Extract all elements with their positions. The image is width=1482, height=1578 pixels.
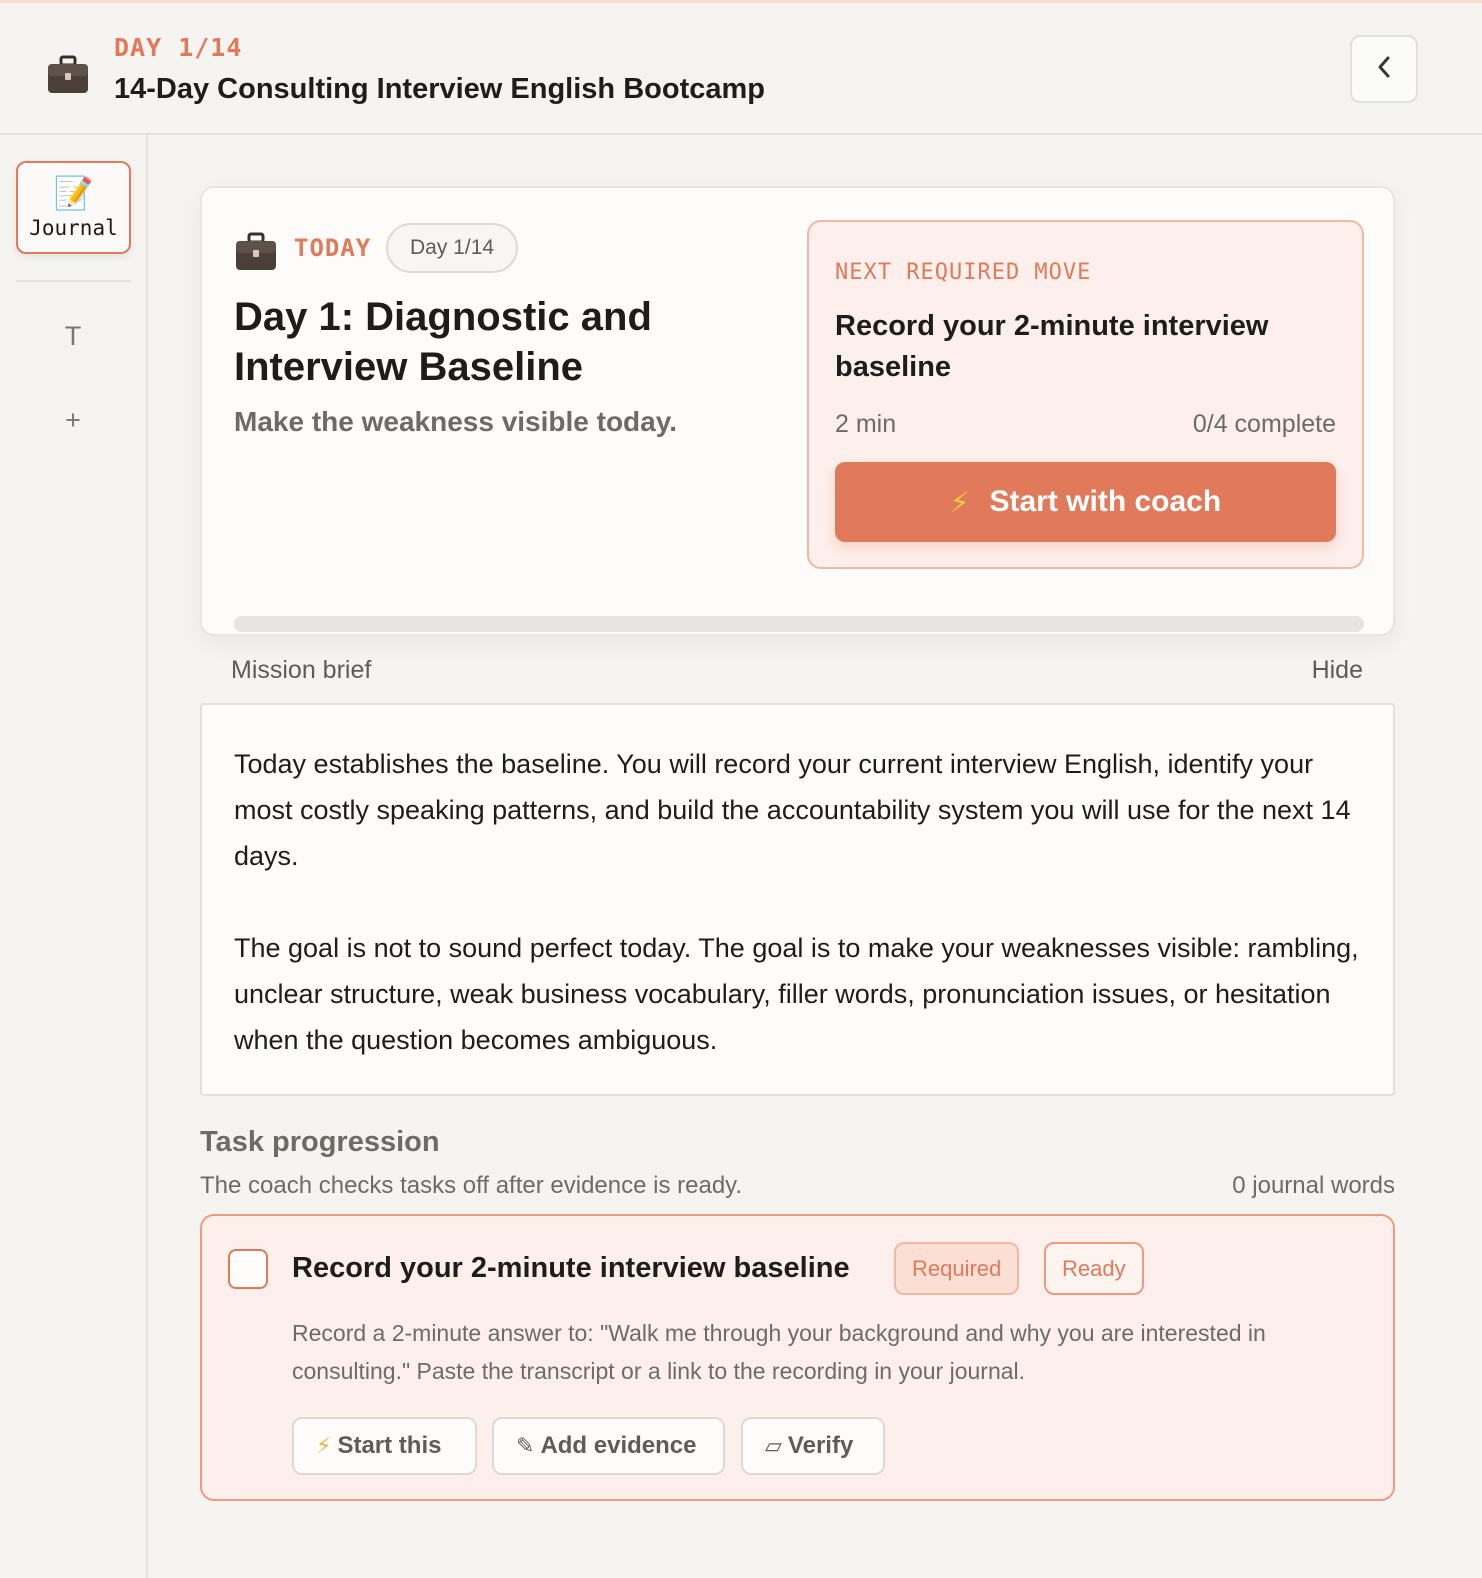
journal-word-count: 0 journal words [1232, 1172, 1395, 1199]
task-progression-subtitle: The coach checks tasks off after evidence is ready. [200, 1172, 743, 1199]
day-pill: Day 1/14 [386, 223, 518, 273]
task-description: Record a 2-minute answer to: "Walk me through your background and why you are interested in consulting." Paste the transcript or a link to the recording in your journal. [292, 1320, 1266, 1384]
add-evidence-button[interactable] [492, 1417, 725, 1475]
next-required-move [807, 220, 1364, 569]
next-move-label: NEXT REQUIRED MOVE [835, 260, 1092, 285]
verify-button[interactable] [741, 1417, 885, 1475]
day-title: Day 1: Diagnostic and Interview Baseline [234, 295, 652, 389]
pencil-icon: ✎ [516, 1433, 535, 1458]
verify-label: Verify [787, 1432, 854, 1459]
hide-brief-button[interactable]: Hide [1311, 656, 1363, 684]
memo-icon: 📝 [53, 174, 94, 211]
program-title: 14-Day Consulting Interview English Bootcamp [114, 73, 765, 105]
program-day-label: DAY 1/14 [114, 33, 243, 62]
sidebar [0, 135, 148, 1578]
task-card [200, 1214, 1395, 1501]
app-header [0, 3, 1482, 135]
lightning-icon: ⚡ [949, 486, 970, 518]
sidebar-divider [16, 280, 131, 282]
next-move-completion: 0/4 complete [1192, 410, 1336, 438]
task-checkbox[interactable] [228, 1249, 268, 1289]
lightning-icon: ⚡ [316, 1433, 332, 1458]
briefcase-icon [234, 232, 278, 277]
start-with-coach-label: Start with coach [989, 485, 1222, 518]
task-title: Record your 2-minute interview baseline [292, 1252, 850, 1284]
collapse-button[interactable] [1350, 35, 1418, 103]
start-this-label: Start this [337, 1432, 442, 1459]
today-card [200, 186, 1395, 636]
required-badge: Required [894, 1242, 1019, 1295]
add-evidence-label: Add evidence [540, 1432, 697, 1459]
start-this-button[interactable] [292, 1417, 477, 1475]
mission-brief-paragraph: Today establishes the baseline. You will record your current interview English, identify your most costly speaking patterns, and build the accountability system you will use for the next 14 days. [234, 749, 1351, 871]
next-move-duration: 2 min [835, 410, 897, 438]
chevron-left-icon [1375, 54, 1393, 85]
journal-button[interactable] [16, 161, 131, 254]
text-tool-button[interactable]: T [64, 321, 82, 351]
journal-label: Journal [29, 215, 118, 240]
day-progress-bar [234, 616, 1364, 632]
next-move-title: Record your 2-minute interview baseline [835, 310, 1269, 383]
mission-brief-body [200, 703, 1395, 1096]
parallelogram-icon: ▱ [765, 1433, 782, 1458]
task-progression-title: Task progression [200, 1126, 440, 1158]
mission-brief-paragraph: The goal is not to sound perfect today. The goal is to make your weaknesses visible: rambling, unclear structure, weak business vocabulary, filler words, pronunciation issues, or hesitation when the question becomes ambiguous. [234, 933, 1359, 1055]
briefcase-icon [46, 55, 90, 100]
add-button[interactable]: + [65, 405, 81, 435]
today-label: TODAY [294, 234, 372, 262]
mission-brief-label: Mission brief [231, 656, 372, 684]
day-subtitle: Make the weakness visible today. [234, 406, 678, 437]
ready-badge: Ready [1044, 1242, 1144, 1295]
start-with-coach-button[interactable] [835, 462, 1336, 542]
